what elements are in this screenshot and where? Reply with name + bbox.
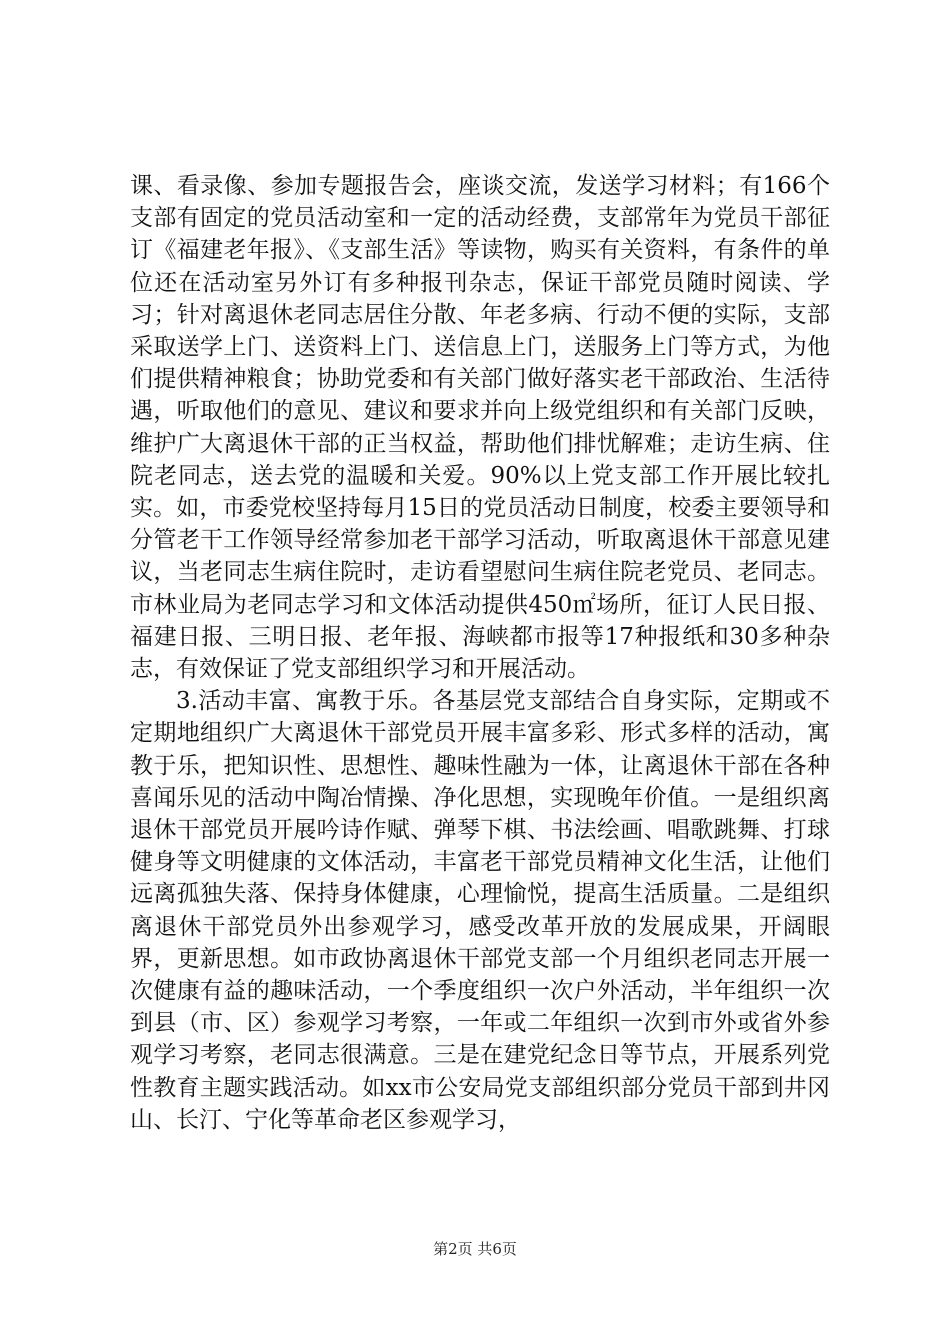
page-footer: [0, 1238, 950, 1259]
paragraph-activities: 3.活动丰富、寓教于乐。各基层党支部结合自身实际，定期或不定期地组织广大离退休干部党员开展丰富多彩、形式多样的活动，寓教于乐，把知识性、思想性、趣味性融为一体，让离退休干部在各种喜闻乐见的活动中陶冶情操、净化思想，实现晚年价值。一是组织离退休干部党员开展吟诗作赋、弹琴下棋、书法绘画、唱歌跳舞、打球健身等文明健康的文体活动，丰富老干部党员精神文化生活，让他们远离孤独失落、保持身体健康，心理愉悦，提高生活质量。二是组织离退休干部党员外出参观学习，感受改革开放的发展成果，开阔眼界，更新思想。如市政协离退休干部党支部一个月组织老同志开展一次健康有益的趣味活动，一个季度组织一次户外活动，半年组织一次到县（市、区）参观学习考察，一年或二年组织一次到市外或省外参观学习考察，老同志很满意。三是在建党纪念日等节点，开展系列党性教育主题实践活动。如xx市公安局党支部组织部分党员干部到井冈山、长汀、宁化等革命老区参观学习，: [130, 688, 830, 1133]
page-number: 第2页 共6页: [433, 1240, 517, 1258]
paragraph-continued: 课、看录像、参加专题报告会，座谈交流，发送学习材料；有166个支部有固定的党员活动室和一定的活动经费，支部常年为党员干部征订《福建老年报》、《支部生活》等读物，购买有关资料，有条件的单位还在活动室另外订有多种报刊杂志，保证干部党员随时阅读、学习；针对离退休老同志居住分散、年老多病、行动不便的实际，支部采取送学上门、送资料上门、送信息上门，送服务上门等方式，为他们提供精神粮食；协助党委和有关部门做好落实老干部政治、生活待遇，听取他们的意见、建议和要求并向上级党组织和有关部门反映，维护广大离退休干部的正当权益，帮助他们排忧解难；走访生病、住院老同志，送去党的温暖和关爱。90%以上党支部工作开展比较扎实。如，市委党校坚持每月15日的党员活动日制度，校委主要领导和分管老干工作领导经常参加老干部学习活动，听取离退休干部意见建议，当老同志生病住院时，走访看望慰问生病住院老党员、老同志。市林业局为老同志学习和文体活动提供450㎡场所，征订人民日报、福建日报、三明日报、老年报、海峡都市报等17种报纸和30多种杂志，有效保证了党支部组织学习和开展活动。: [130, 173, 830, 683]
document-body: [130, 170, 830, 1136]
